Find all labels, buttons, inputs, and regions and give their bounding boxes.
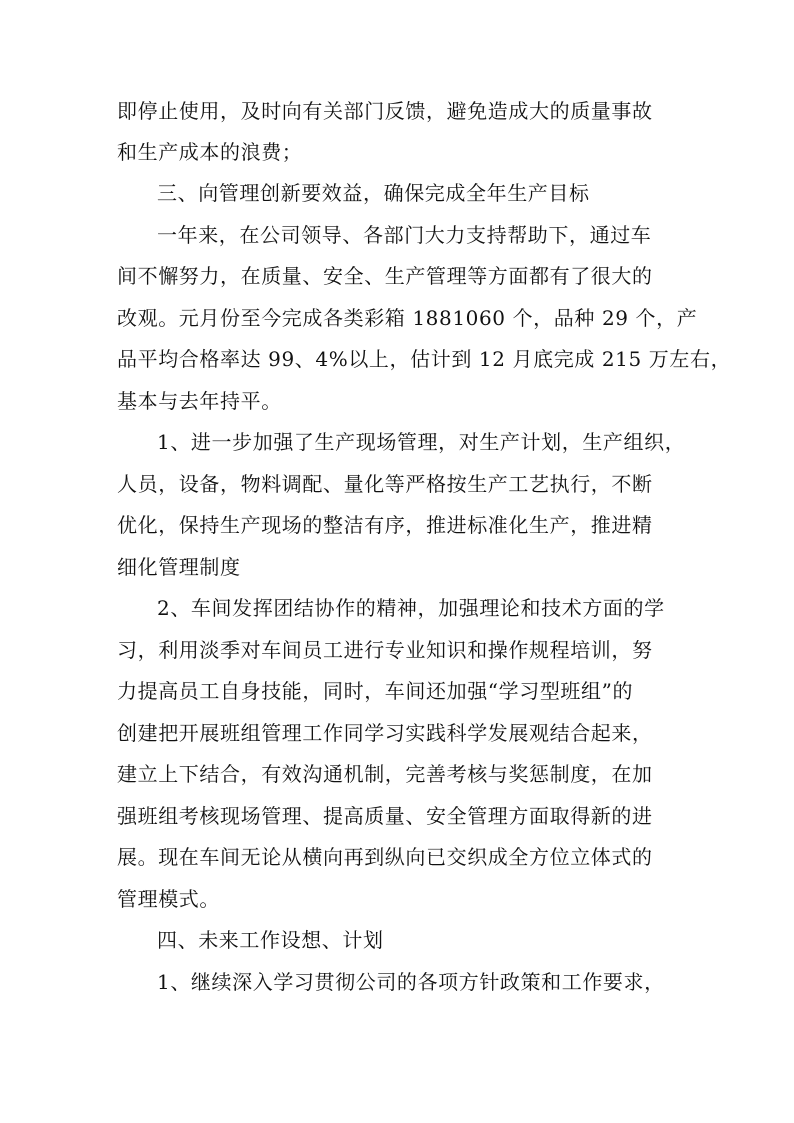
text-line: 建立上下结合，有效沟通机制，完善考核与奖惩制度，在加 (117, 762, 653, 786)
text-line: 展。现在车间无论从横向再到纵向已交织成全方位立体式的 (117, 845, 653, 869)
text-line: 即停止使用，及时向有关部门反馈，避免造成大的质量事故 (117, 99, 653, 123)
text-line: 基本与去年持平。 (117, 389, 282, 413)
text-line: 和生产成本的浪费； (117, 140, 303, 164)
text-line: 一年来，在公司领导、各部门大力支持帮助下，通过车 (157, 223, 652, 247)
text-line: 优化，保持生产现场的整洁有序，推进标准化生产，推进精 (117, 513, 653, 537)
text-line: 间不懈努力，在质量、安全、生产管理等方面都有了很大的 (117, 264, 653, 288)
text-line: 1、进一步加强了生产现场管理，对生产计划，生产组织， (157, 430, 686, 454)
section-heading: 三、向管理创新要效益，确保完成全年生产目标 (157, 181, 590, 205)
text-line: 2、车间发挥团结协作的精神，加强理论和技术方面的学 (157, 596, 665, 620)
text-line: 管理模式。 (117, 887, 220, 911)
text-line: 细化管理制度 (117, 555, 241, 579)
text-line: 人员，设备，物料调配、量化等严格按生产工艺执行，不断 (117, 472, 653, 496)
text-line: 力提高员工自身技能，同时，车间还加强“学习型班组”的 (117, 679, 634, 703)
section-heading: 四、未来工作设想、计划 (157, 928, 384, 952)
text-line: 强班组考核现场管理、提高质量、安全管理方面取得新的进 (117, 804, 653, 828)
text-line: 改观。元月份至今完成各类彩箱 1881060 个，品种 29 个，产 (117, 306, 698, 330)
text-line: 品平均合格率达 99、4%以上，估计到 12 月底完成 215 万左右， (117, 347, 732, 371)
text-line: 创建把开展班组管理工作同学习实践科学发展观结合起来， (117, 721, 653, 745)
text-line: 1、继续深入学习贯彻公司的各项方针政策和工作要求， (157, 970, 665, 994)
text-line: 习，利用淡季对车间员工进行专业知识和操作规程培训，努 (117, 638, 653, 662)
